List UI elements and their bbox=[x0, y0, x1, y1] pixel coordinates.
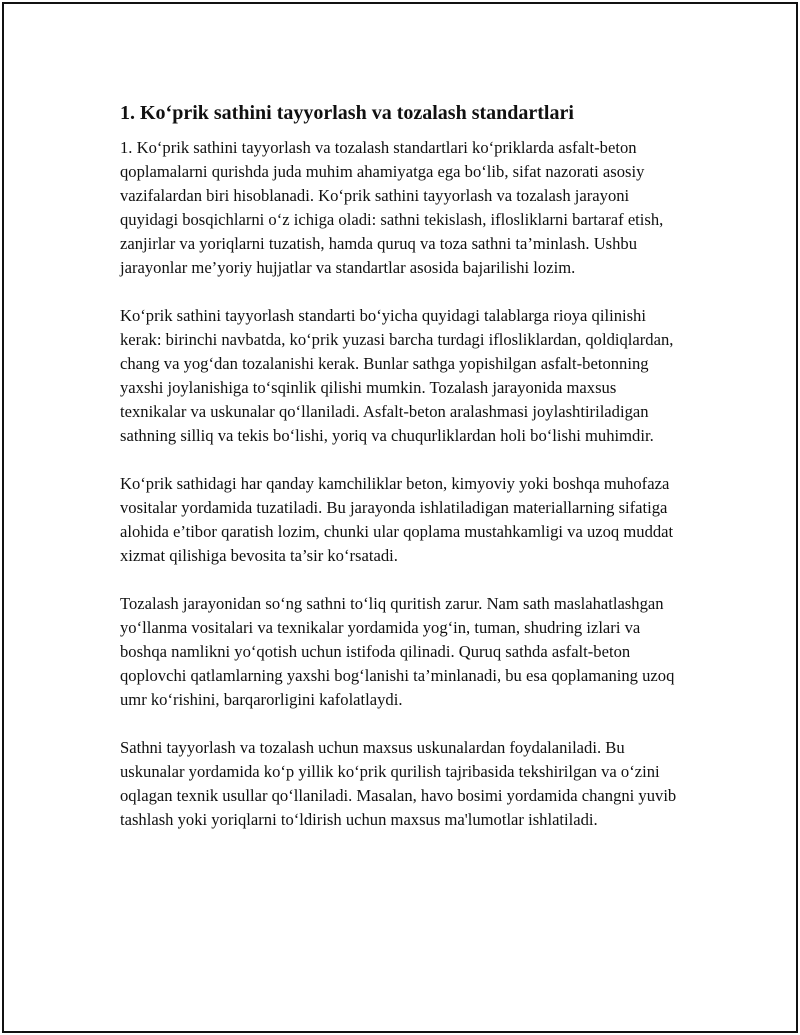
paragraph-4: Tozalash jarayonidan so‘ng sathni to‘liq quritish zarur. Nam sath maslahatlashgan yo‘llanma vositalari va texnikalar yordamida yog‘in, tuman, shudring izlari va boshqa namlikni yo‘qotish uchun istifoda qilinadi. Quruq sathda asfalt-beton qoplovchi qatlamlarning yaxshi bog‘lanishi ta’minlanadi, bu esa qoplamaning uzoq umr ko‘rishini, barqarorligini kafolatlaydi. bbox=[120, 594, 675, 709]
paragraph-3: Ko‘prik sathidagi har qanday kamchiliklar beton, kimyoviy yoki boshqa muhofaza vositalar yordamida tuzatiladi. Bu jarayonda ishlatiladigan materiallarning sifatiga alohida e’tibor qaratish lozim, chunki ular qoplama mustahkamligi va uzoq muddat xizmat qilishiga bevosita ta’sir ko‘rsatadi. bbox=[120, 474, 674, 565]
paragraph-2: Ko‘prik sathini tayyorlash standarti bo‘yicha quyidagi talablarga rioya qilinishi kerak: birinchi navbatda, ko‘prik yuzasi barcha turdagi iflosliklardan, qoldiqlardan, chang va yog‘dan tozalanishi kerak. Bunlar sathga yopishilgan asfalt-betonning yaxshi joylanishiga to‘sqinlik qilishi mumkin. Tozalash jarayonida maxsus texnikalar va uskunalar qo‘llaniladi. Asfalt-beton aralashmasi joylashtiriladigan sathning silliq va tekis bo‘lishi, yoriq va chuqurliklardan holi bo‘lishi muhimdir. bbox=[120, 306, 674, 445]
page-frame bbox=[2, 2, 798, 1033]
document-title: 1. Ko‘prik sathini tayyorlash va tozalash standartlari bbox=[120, 102, 574, 124]
paragraph-1: 1. Ko‘prik sathini tayyorlash va tozalash standartlari ko‘priklarda asfalt-beton qoplamalarni qurishda juda muhim ahamiyatga ega bo‘lib, sifat nazorati asosiy vazifalardan biri hisoblanadi. Ko‘prik sathini tayyorlash va tozalash jarayoni quyidagi bosqichlarni o‘z ichiga oladi: sathni tekislash, iflosliklarni bartaraf etish, zanjirlar va yoriqlarni tuzatish, hamda quruq va toza sathni ta’minlash. Ushbu jarayonlar me’yoriy hujjatlar va standartlar asosida bajarilishi lozim. bbox=[120, 138, 664, 277]
paragraph-5: Sathni tayyorlash va tozalash uchun maxsus uskunalardan foydalaniladi. Bu uskunalar yordamida ko‘p yillik ko‘prik qurilish tajribasida tekshirilgan va o‘zini oqlagan texnik usullar qo‘llaniladi. Masalan, havo bosimi yordamida changni yuvib tashlash yoki yoriqlarni to‘ldirish uchun maxsus ma'lumotlar ishlatiladi. bbox=[120, 738, 677, 829]
document-body bbox=[120, 100, 686, 856]
